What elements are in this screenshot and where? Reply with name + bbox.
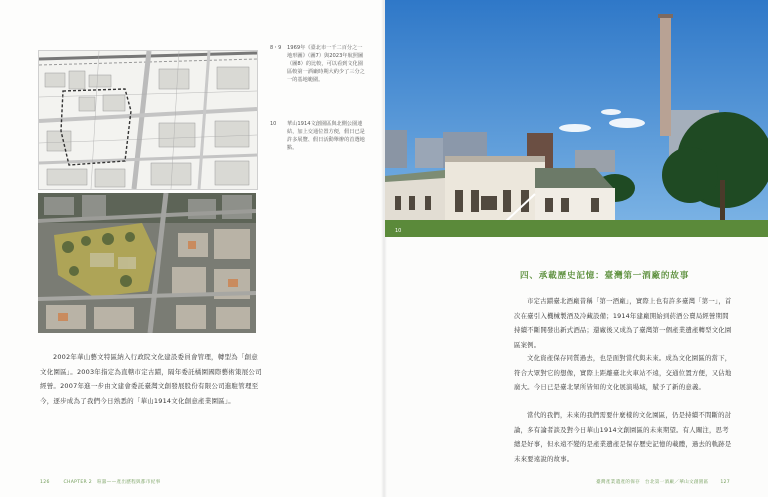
figure-caption-10 xyxy=(270,120,365,152)
right-body-paragraph-1: 市定古蹟臺北酒廠昔稱「第一酒廠」，實際上也有許多臺灣「第一」，首次在臺引入機械製酒及冷藏設備；1914年建廠開始到菸酒公賣局經營期間持續不斷開發出新式酒品；還廠後又成為了臺灣第一個產業遺產轉型文化園區案例。 xyxy=(514,297,732,349)
right-footer xyxy=(596,479,730,485)
left-running-title: CHAPTER 2 喧囂——產出歷程與都市紀事 xyxy=(63,480,161,485)
historic-map-drawing xyxy=(39,51,257,189)
figure-caption-8-9 xyxy=(270,44,365,84)
left-page-number: 126 xyxy=(40,480,50,485)
winery-photo-drawing xyxy=(385,0,768,237)
left-body-paragraph: 2002年華山藝文特區納入行政院文化建設委員會管理，轉型為「創意文化園區」。2003年指定為直轄市定古蹟，隔年委託橘園國際藝術策展公司經營。2007年進一步由文建會委託臺灣文創發展股份有限公司進駐管理至今，逐步成為了我們今日熟悉的「華山1914文化創意產業園區」。 xyxy=(40,353,262,405)
right-page-number: 127 xyxy=(720,480,730,485)
left-footer xyxy=(40,479,161,485)
winery-photo xyxy=(385,0,768,237)
caption-text: 華山1914文創園區與北側公園連結，加上交通位置方便，假日已是許多展覽、假日活動舉辦的首選地點。 xyxy=(287,121,365,151)
caption-text: 1969年《臺北市一千二百分之一地形圖》（圖7）與2023年航照圖（圖8）的比較，可以看到文化園區較第一酒廠時期大約少了三分之一的基地範圍。 xyxy=(287,45,365,83)
right-running-title: 臺灣產業遺產的保存 台北第一酒廠／華山文創園區 xyxy=(596,480,709,485)
caption-number: 10 xyxy=(270,121,277,127)
photo-number: 10 xyxy=(395,228,402,234)
right-body-paragraph-2: 文化資產保存同質過去，也是面對當代與未來。成為文化園區的當下，符合大眾對它的想像，實際上距離臺北火車站不遠，交通位置方便，又佔地廣大。今日已是臺北眾所皆知的文化展演場域，賦予了新的意義。 xyxy=(514,354,732,391)
caption-number: 8・9 xyxy=(270,45,282,51)
aerial-photo-image xyxy=(38,193,256,333)
section-title: 四、承載歷史記憶：臺灣第一酒廠的故事 xyxy=(520,271,690,281)
aerial-photo-drawing xyxy=(38,193,256,333)
right-body-paragraph-3: 當代的我們，未來的我們需要什麼樣的文化園區，仍是持續不間斷的討論，多有論者談及對今日華山1914文創園區的未來期望。有人關注，思考總是好事，但永遠不變的是產業遺產是保存歷史記憶的載體，過去的軌跡是未來要遠說的故事。 xyxy=(514,411,732,463)
historic-map-image xyxy=(38,50,258,190)
